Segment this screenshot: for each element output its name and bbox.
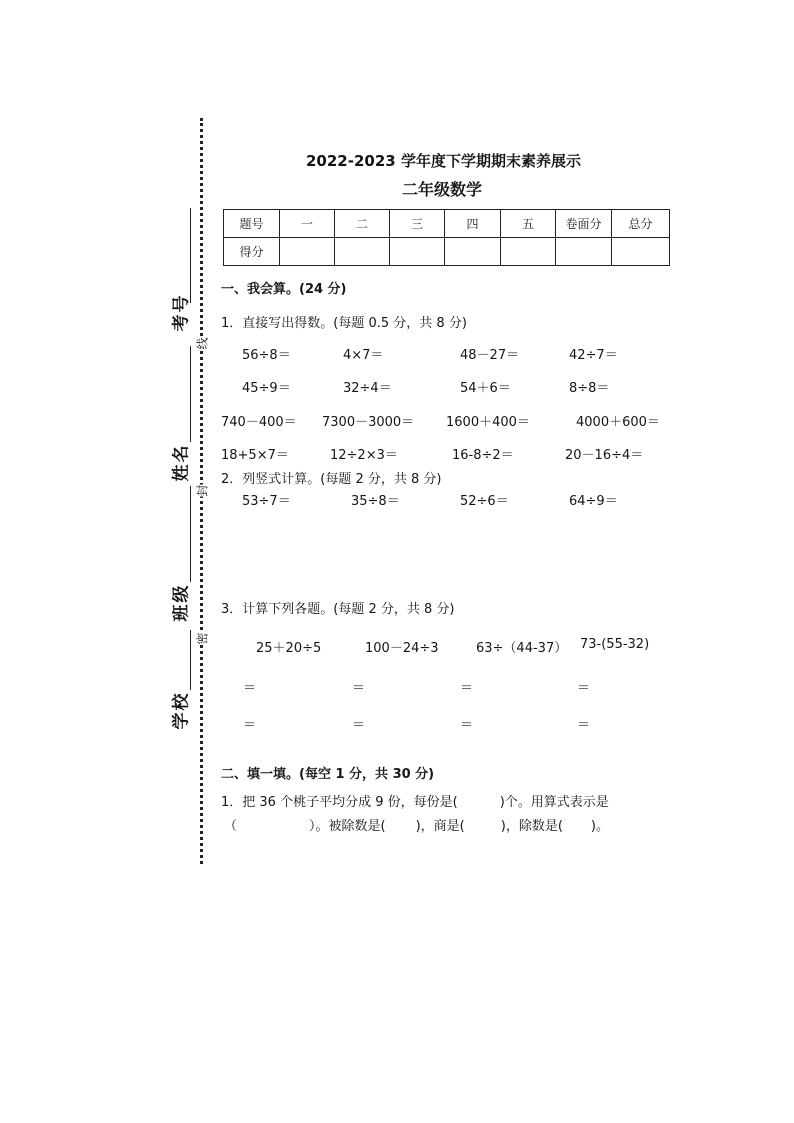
score-table-cell: 得分 (224, 238, 280, 266)
score-table-cell: 题号 (224, 210, 280, 238)
exam-no-blank (190, 208, 191, 303)
problem: 35÷8＝ (351, 494, 400, 509)
fill-text: ）。被除数是( (309, 819, 386, 834)
problem: 100－24÷3 (365, 641, 439, 656)
seal-char-seal: 封 (192, 484, 213, 496)
problem: 45÷9＝ (242, 381, 291, 396)
problem: 4000＋600＝ (576, 415, 660, 430)
equals-sign: ＝ (577, 681, 591, 696)
exam-subtitle: 二年级数学 (402, 180, 483, 199)
problem: 64÷9＝ (569, 494, 618, 509)
problem: 740－400＝ (221, 415, 297, 430)
problem: 73-(55-32) (580, 637, 650, 652)
score-table-score-row (224, 238, 670, 266)
problem: 54＋6＝ (460, 381, 511, 396)
equals-sign: ＝ (577, 718, 591, 733)
q3-title: 3．计算下列各题。(每题 2 分，共 8 分) (221, 602, 455, 617)
score-table-cell: 总分 (612, 210, 670, 238)
score-input-cell[interactable] (335, 238, 390, 266)
fill-text: )个。用算式表示是 (499, 795, 609, 810)
exam-no-label: 考号 (171, 293, 192, 332)
fill-blank-line2 (224, 815, 609, 834)
problem: 4×7＝ (343, 348, 384, 363)
fill-text: )，除数是( (500, 819, 563, 834)
score-table-cell: 三 (390, 210, 445, 238)
problem: 7300－3000＝ (322, 415, 415, 430)
name-label: 姓名 (171, 443, 192, 482)
section1-title: 一、我会算。(24 分) (221, 282, 347, 297)
equals-sign: ＝ (243, 681, 257, 696)
fill-text: )。 (590, 819, 609, 834)
exam-title: 2022-2023 学年度下学期期末素养展示 (306, 152, 581, 170)
problem: 12÷2×3＝ (330, 448, 398, 463)
score-input-cell[interactable] (612, 238, 670, 266)
name-blank (190, 346, 191, 442)
problem: 1600＋400＝ (446, 415, 530, 430)
fill-text: 1．把 36 个桃子平均分成 9 份，每份是( (221, 795, 458, 810)
problem: 8÷8＝ (569, 381, 610, 396)
score-table-cell: 二 (335, 210, 390, 238)
score-table (223, 209, 670, 266)
score-table-cell: 四 (445, 210, 501, 238)
equals-sign: ＝ (352, 681, 366, 696)
problem: 25＋20÷5 (256, 641, 322, 656)
problem: 32÷4＝ (343, 381, 392, 396)
problem: 53÷7＝ (242, 494, 291, 509)
class-label: 班级 (171, 583, 192, 622)
score-input-cell[interactable] (280, 238, 335, 266)
score-table-cell: 卷面分 (556, 210, 612, 238)
seal-char-secret: 密 (192, 632, 213, 644)
score-table-header-row (224, 210, 670, 238)
seal-char-line: 线 (192, 337, 213, 349)
score-input-cell[interactable] (556, 238, 612, 266)
fill-blank-line1 (221, 791, 609, 810)
score-table-cell: 五 (501, 210, 556, 238)
score-table-cell: 一 (280, 210, 335, 238)
fill-text: （ (224, 819, 238, 834)
equals-sign: ＝ (460, 718, 474, 733)
equals-sign: ＝ (243, 718, 257, 733)
score-input-cell[interactable] (501, 238, 556, 266)
q1-title: 1．直接写出得数。(每题 0.5 分，共 8 分) (221, 316, 467, 331)
problem: 56÷8＝ (242, 348, 291, 363)
problem: 18+5×7＝ (221, 448, 289, 463)
problem: 20－16÷4＝ (565, 448, 644, 463)
school-label: 学校 (171, 691, 192, 730)
fill-text: )，商是( (415, 819, 465, 834)
q2-title: 2．列竖式计算。(每题 2 分，共 8 分) (221, 472, 442, 487)
problem: 63÷（44-37） (476, 641, 568, 656)
problem: 42÷7＝ (569, 348, 618, 363)
problem: 16-8÷2＝ (452, 448, 514, 463)
problem: 48－27＝ (460, 348, 520, 363)
score-input-cell[interactable] (445, 238, 501, 266)
equals-sign: ＝ (352, 718, 366, 733)
class-blank (190, 486, 191, 582)
vertical-calc-workspace[interactable] (221, 512, 661, 592)
section2-title: 二、填一填。(每空 1 分，共 30 分) (221, 767, 435, 782)
problem: 52÷6＝ (460, 494, 509, 509)
equals-sign: ＝ (460, 681, 474, 696)
score-input-cell[interactable] (390, 238, 445, 266)
